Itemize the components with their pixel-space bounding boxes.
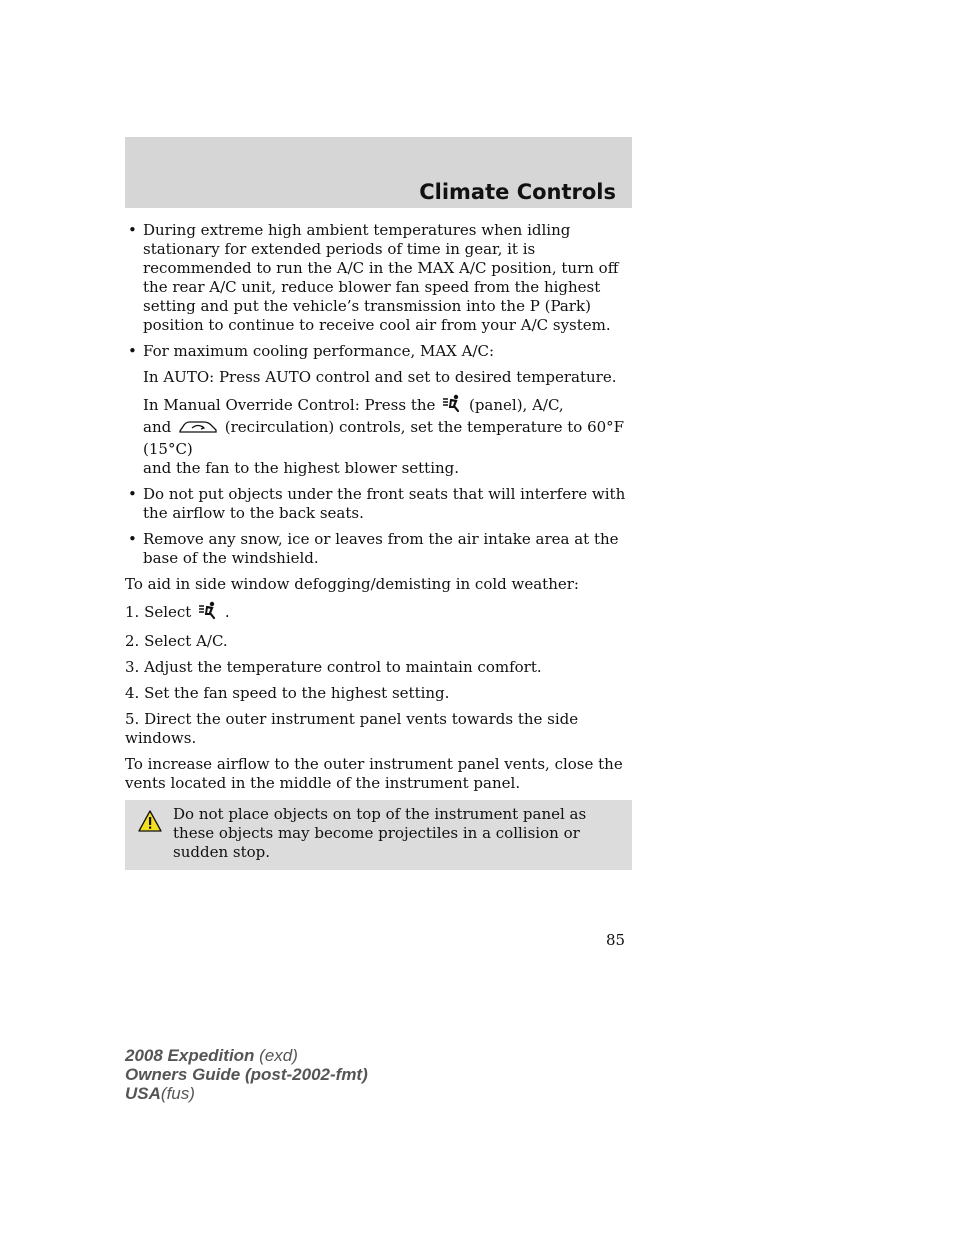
bullet-dot: • [128,342,137,360]
footer-model-code: (exd) [259,1046,298,1065]
panel-vent-icon [198,601,218,625]
bullet-item [125,342,637,361]
section-header [125,137,632,208]
step-2: 2. Select A/C. [125,632,228,650]
step-4: 4. Set the fan speed to the highest setting. [125,684,450,702]
auto-instruction: In AUTO: Press AUTO control and set to desired temperature. [143,368,617,386]
bullet-item [125,485,637,523]
bullet-dot: • [128,221,137,239]
manual-instruction [125,394,637,478]
bullet-dot: • [128,485,137,503]
bullet-text: Remove any snow, ice or leaves from the air intake area at the base of the windshield. [143,530,619,567]
bullet-item [125,221,637,335]
and-text: and [143,418,172,436]
page-content [125,221,637,870]
step-1-suffix: . [224,603,230,621]
step-3: 3. Adjust the temperature control to maintain comfort. [125,658,542,676]
panel-text: (panel), A/C, [468,396,564,414]
recirculation-icon [178,419,218,440]
step-5: 5. Direct the outer instrument panel vents towards the side windows. [125,710,579,747]
step-1-prefix: 1. Select [125,603,192,621]
step-1 [125,601,637,625]
panel-vent-icon [442,394,462,418]
bullet-dot: • [128,530,137,548]
page-number: 85 [606,931,626,949]
document-footer [125,1046,368,1103]
footer-guide: Owners Guide (post-2002-fmt) [125,1065,368,1084]
warning-triangle-icon [138,810,162,837]
airflow-note: To increase airflow to the outer instrument panel vents, close the vents located in the middle of the instrument panel. [125,755,623,792]
bullet-text: During extreme high ambient temperatures when idling stationary for extended periods of time in gear, it is recommended to run the A/C in the MAX A/C position, turn off the rear A/C unit, reduce blower fan speed from the highest setting and put the vehicle’s transmission into the P (Park) position to continue to receive cool air from your A/C system. [143,221,619,334]
bullet-text: For maximum cooling performance, MAX A/C: [143,342,495,360]
bullet-item [125,530,637,568]
section-title: Climate Controls [419,180,616,204]
manual-prefix: In Manual Override Control: Press the [143,396,436,414]
footer-market: USA [125,1084,161,1103]
recirc-text: (recirculation) controls, set the temperature to 60°F (15°C) [143,418,625,458]
manual-end: and the fan to the highest blower setting. [143,459,460,477]
footer-model: 2008 Expedition [125,1046,255,1065]
warning-box [125,800,632,870]
footer-market-code: (fus) [160,1084,195,1103]
bullet-text: Do not put objects under the front seats that will interfere with the airflow to the back seats. [143,485,626,522]
defog-intro: To aid in side window defogging/demisting in cold weather: [125,575,579,593]
warning-text: Do not place objects on top of the instrument panel as these objects may become projectiles in a collision or sudden stop. [173,805,587,861]
